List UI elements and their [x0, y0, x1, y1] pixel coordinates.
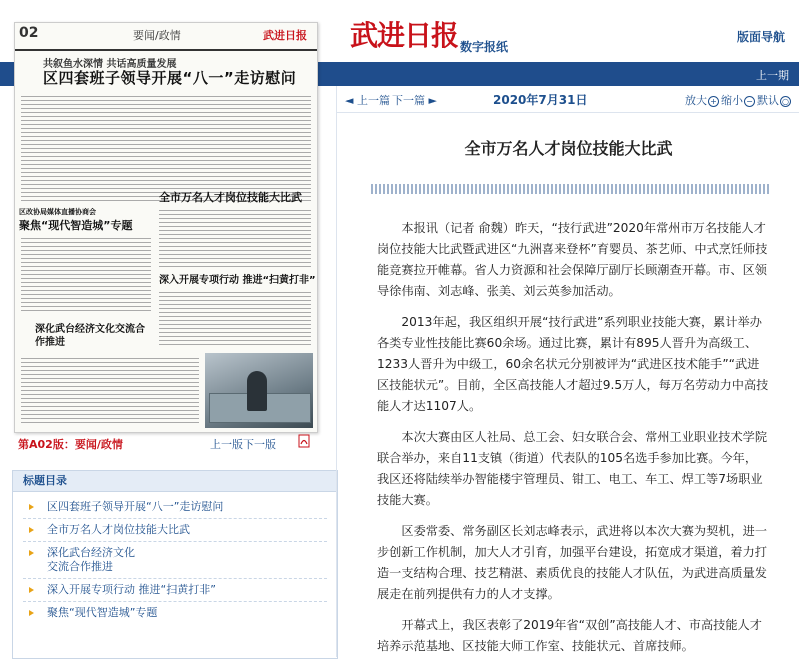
article-paragraph: 2013年起，我区组织开展“技行武进”系列职业技能大赛，累计举办各类专业性技能比赛60余场。通过比赛，累计有895人晋升为高级工、1233人晋升为中级工，60余名状元分别被评为“武进区技术能手”“武进区技能状元”。目前，全区高技能人才超过9.5万人，每万名劳动力中高技能人才达1107人。 — [377, 315, 769, 413]
title-divider — [371, 184, 771, 194]
newspaper-lead-headline[interactable]: 区四套班子领导开展“八一”走访慰问 — [43, 69, 297, 87]
previous-article-label: 上一篇 — [356, 94, 390, 107]
divider — [23, 578, 327, 579]
divider — [23, 601, 327, 602]
previous-issue-link[interactable]: 上一期 — [756, 69, 789, 82]
title-directory — [12, 470, 338, 659]
zoom-in-icon: + — [708, 96, 719, 107]
zoom-out-label: 缩小 — [721, 94, 743, 107]
reset-zoom-button[interactable] — [757, 92, 791, 108]
newspaper-text-block — [159, 289, 311, 347]
newspaper-section-name: 要闻/政情 — [133, 29, 181, 42]
toc-item-continued[interactable]: 交流合作推进 — [47, 560, 113, 573]
newspaper-subheadline: 共叙鱼水深情 共话高质量发展 — [43, 59, 177, 70]
photo-person — [247, 371, 267, 411]
site-subtitle: 数字报纸 — [460, 40, 509, 54]
article-paragraph: 本报讯（记者 俞魏）昨天，“技行武进”2020年常州市万名技能人才岗位技能大比武暨武进区“九洲喜来登杯”育婴员、茶艺师、中式烹饪师技能竞赛拉开帷幕。省人力资源和社会保障厅副厅长顾潮查开幕。市、区领导徐伟南、刘志峰、张美、刘云英参加活动。 — [377, 221, 768, 298]
page-label: 第A02版：要闻/政情 — [18, 438, 123, 451]
zoom-in-label: 放大 — [685, 94, 707, 107]
previous-page-link[interactable]: 上一版 — [210, 438, 243, 451]
newspaper-story-headline[interactable]: 深化武台经济文化交流合作推进 — [35, 324, 145, 348]
pdf-icon[interactable] — [298, 434, 310, 448]
zoom-in-button[interactable] — [685, 92, 719, 108]
article-paragraph: 本次大赛由区人社局、总工会、妇女联合会、常州工业职业技术学院联合举办，来自11支镇（街道）代表队的105名选手参加比赛。今年，我区还将陆续举办智能楼宇管理员、钳工、电工、车工、焊工等7场职业技能大赛。 — [377, 430, 768, 507]
article-paragraph: 区委常委、常务副区长刘志峰表示，武进将以本次大赛为契机，进一步创新工作机制，加大人才引育，加强平台建设，拓宽成才渠道，着力打造一支结构合理、技艺精湛、素质优良的技能人才队伍，为武进高质量发展走在前列提供有力的人才支撑。 — [377, 524, 768, 601]
reset-zoom-icon: ○ — [780, 96, 791, 107]
newspaper-text-block — [21, 235, 151, 313]
toc-item[interactable]: 深化武台经济文化 — [13, 546, 337, 560]
article-paragraph: 开幕式上，我区表彰了2019年省“双创”高技能人才、市高技能人才培养示范基地、区技能大师工作室、技能状元、首席技师。 — [377, 618, 762, 653]
article-body — [377, 218, 769, 667]
newspaper-text-block — [21, 93, 311, 201]
left-column — [0, 0, 336, 657]
toc-item[interactable]: 区四套班子领导开展“八一”走访慰问 — [13, 500, 337, 514]
newspaper-masthead: 武进日报 — [263, 29, 307, 42]
next-page-link[interactable]: 下一版 — [243, 438, 276, 451]
newspaper-photo — [205, 353, 313, 428]
toc-item[interactable]: 全市万名人才岗位技能大比武 — [13, 523, 337, 537]
article-panel — [336, 86, 799, 657]
newspaper-pretitle: 区改协局媒体直播协商会 — [19, 208, 96, 216]
newspaper-page-number: 02 — [19, 25, 39, 41]
issue-date: 2020年7月31日 — [493, 93, 588, 107]
title-directory-header: 标题目录 — [13, 471, 337, 492]
page-navigation-link[interactable]: 版面导航 — [736, 30, 785, 44]
toc-item[interactable]: 深入开展专项行动 推进“扫黄打非” — [13, 583, 337, 597]
next-article-label: 下一篇 — [392, 94, 425, 107]
toc-item[interactable]: 聚焦“现代智造城”专题 — [13, 606, 337, 620]
article-toolbar — [337, 86, 799, 113]
divider — [23, 518, 327, 519]
article-title: 全市万名人才岗位技能大比武 — [464, 139, 673, 158]
next-article-link[interactable]: 下一篇 ► — [392, 94, 437, 107]
newspaper-page-thumbnail[interactable] — [14, 22, 318, 433]
reset-zoom-label: 默认 — [757, 94, 779, 107]
newspaper-page-header — [15, 23, 317, 51]
zoom-out-icon: − — [744, 96, 755, 107]
zoom-out-button[interactable] — [721, 92, 755, 108]
previous-article-link[interactable]: ◄ 上一篇 — [345, 94, 390, 107]
divider — [23, 541, 327, 542]
newspaper-text-block — [159, 207, 311, 267]
newspaper-story-headline[interactable]: 聚焦“现代智造城”专题 — [19, 219, 133, 232]
newspaper-story-headline[interactable]: 全市万名人才岗位技能大比武 — [159, 191, 302, 204]
newspaper-text-block — [21, 355, 199, 425]
site-logo[interactable]: 武进日报 — [350, 19, 459, 52]
newspaper-story-headline[interactable]: 深入开展专项行动 推进“扫黄打非” — [159, 275, 316, 286]
